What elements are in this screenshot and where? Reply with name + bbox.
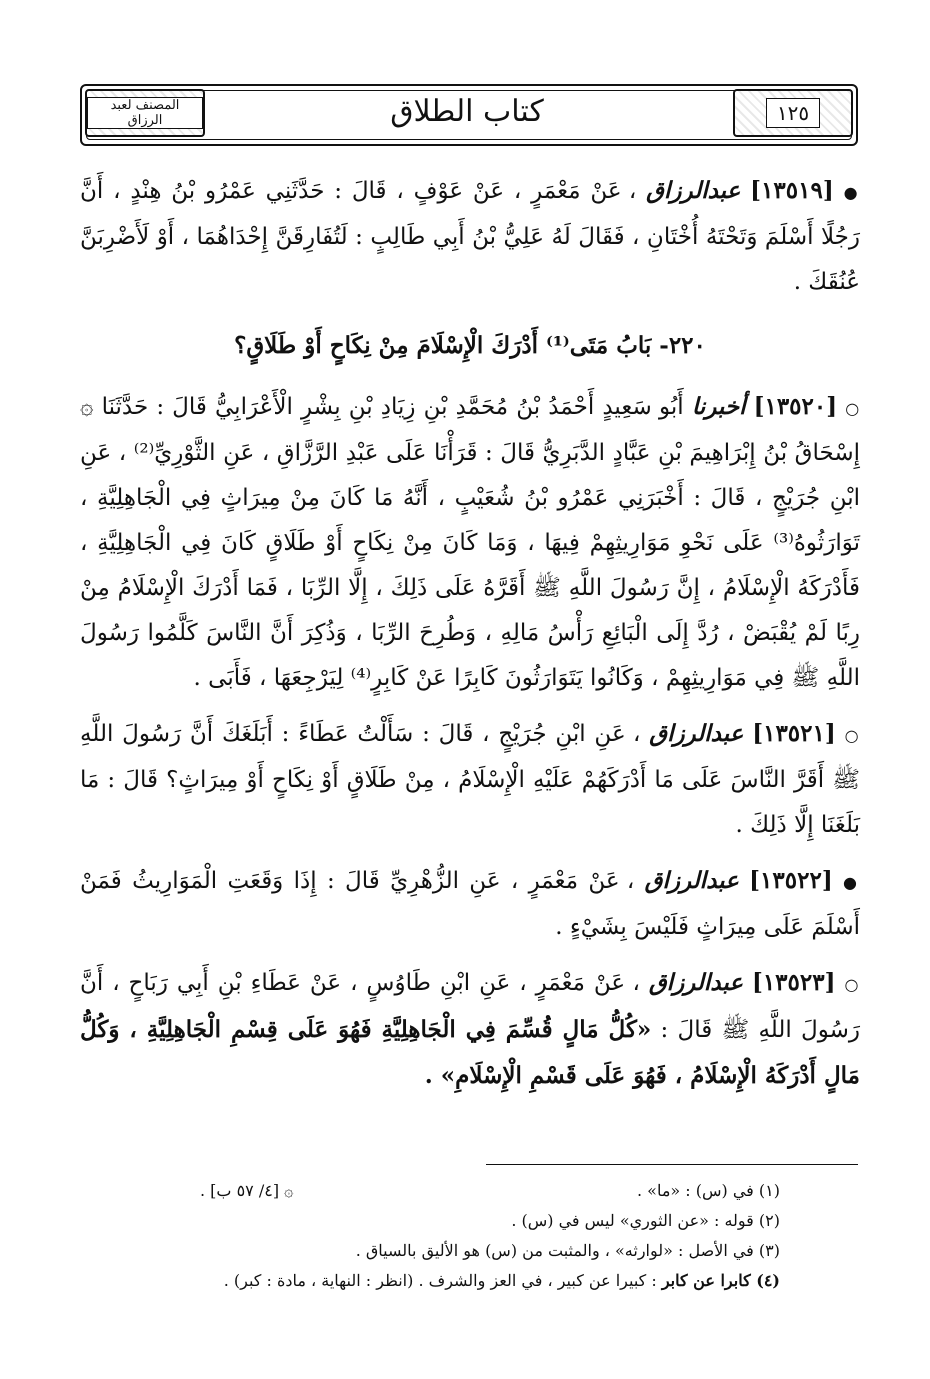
footnote-2: (٢) قوله : «عن الثوري» ليس في (س) . (511, 1211, 780, 1230)
footnote-4-term: (٤) كابرا عن كابر (661, 1271, 780, 1290)
page-number-ornament (733, 89, 853, 137)
narrator: عبدالرزاق (644, 867, 739, 894)
narrator: عبدالرزاق (649, 720, 744, 747)
hadith-number: [١٣٥٢١] (752, 720, 836, 747)
hadith-text: ، عَنِ ابْنِ جُرَيْجٍ ، قَالَ : سَأَلْتُ عَطَاءً : أَبَلَغَكَ أَنَّ رَسُولَ اللَّهِ ﷺ أَقَرَّ النَّاسَ عَلَى مَا أَدْرَكَهُمْ عَلَيْهِ الْإِسْلَامُ ، مِنْ طَلَاقٍ أَوْ نِكَاحٍ أَوْ مِيرَاثٍ؟ قَالَ : مَا بَلَغَنَا إِلَّا ذَلِكَ . (80, 721, 860, 838)
hadith-13519 (80, 168, 860, 305)
footnote-1: (١) في (س) : «ما» . (636, 1181, 780, 1200)
narrator: عبدالرزاق (646, 177, 741, 204)
page-body (80, 168, 860, 1109)
hadith-text: ، عَنْ مَعْمَرٍ ، عَنِ الزُّهْرِيِّ قَالَ : إِذَا وَقَعَتِ الْمَوَارِيثُ فَمَنْ أَسْلَمَ عَلَى مِيرَاثٍ فَلَيْسَ بِشَيْءٍ . (80, 868, 860, 940)
logo-ornament (85, 89, 205, 137)
hadith-number: [١٣٥١٩] (750, 177, 834, 204)
narrator: أخبرنا (691, 393, 746, 420)
manuscript-folio-note: ۞ [٤/ ٥٧ ب] . (200, 1181, 294, 1200)
hadith-text: ، عَنْ مَعْمَرٍ ، عَنْ عَوْفٍ ، قَالَ : حَدَّثَنِي عَمْرُو بْنُ هِنْدٍ ، أَنَّ رَجُلًا أَسْلَمَ وَتَحْتَهُ أُخْتَانِ ، فَقَالَ لَهُ عَلِيُّ بْنُ أَبِي طَالِبٍ : لَتُفَارِقَنَّ إِحْدَاهُمَا ، أَوْ لَأَضْرِبَنَّ عُنُقَكَ . (80, 178, 860, 295)
book-logo: المصنف لعبد الرزاق (87, 97, 203, 129)
footnote-row-1 (80, 1176, 780, 1206)
hadith-number: [١٣٥٢٣] (751, 969, 836, 996)
page-number: ١٢٥ (766, 98, 820, 128)
hadith-13523 (80, 960, 860, 1099)
page-header (80, 84, 858, 146)
hadith-number: [١٣٥٢٢] (749, 867, 833, 894)
footnote-4 (80, 1266, 780, 1296)
hadith-text: ، عَنْ مَعْمَرٍ ، عَنِ ابْنِ طَاوُسٍ ، عَنْ عَطَاءِ بْنِ أَبِي رَبَاحٍ ، أَنَّ رَسُولَ اللَّهِ ﷺ قَالَ : (80, 970, 860, 1043)
bullet-hollow-icon: ○ (845, 399, 861, 418)
hadith-13521 (80, 711, 860, 848)
prophetic-quote: «كُلُّ مَالٍ قُسِّمَ فِي الْجَاهِلِيَّةِ فَهُوَ عَلَى قِسْمِ الْجَاهِلِيَّةِ ، وَكُلُّ مَالٍ أَدْرَكَهُ الْإِسْلَامُ ، فَهُوَ عَلَى قَسْمِ الْإِسْلَامِ» . (80, 1016, 860, 1089)
bullet-hollow-icon: ○ (844, 726, 861, 745)
footnotes (80, 1176, 780, 1296)
footnote-divider (486, 1164, 858, 1165)
hadith-13520 (80, 384, 860, 701)
hadith-13522 (80, 858, 860, 950)
footnote-4-text: : كبيرا عن كبير ، في العز والشرف . (انظر : النهاية ، مادة : كبر) . (223, 1271, 657, 1290)
book-title: كتاب الطلاق (390, 94, 544, 129)
bullet-hollow-icon: ○ (844, 975, 861, 994)
bullet-filled-icon: ● (843, 183, 861, 202)
chapter-heading: ٢٢٠- بَابُ مَتَى⁽¹⁾ أَدْرَكَ الْإِسْلَامَ مِنْ نِكَاحٍ أَوْ طَلَاقٍ؟ (234, 332, 706, 359)
bullet-filled-icon: ● (843, 873, 861, 892)
hadith-text: أَبُو سَعِيدٍ أَحْمَدُ بْنُ مُحَمَّدِ بْنِ زِيَادِ بْنِ بِشْرٍ الْأَعْرَابِيُّ قَالَ : حَدَّثَنَا ۞ إِسْحَاقُ بْنُ إِبْرَاهِيمَ بْنِ عَبَّادٍ الدَّبَرِيُّ قَالَ : قَرَأْنَا عَلَى عَبْدِ الرَّزَّاقِ ، عَنِ الثَّوْرِيِّ⁽²⁾ ، عَنِ ابْنِ جُرَيْجٍ ، قَالَ : أَخْبَرَنِي عَمْرُو بْنُ شُعَيْبٍ ، أَنَّهُ مَا كَانَ مِنْ مِيرَاثٍ فِي الْجَاهِلِيَّةِ ، تَوَارَثُوهُ⁽³⁾ عَلَى نَحْوِ مَوَارِيثِهِمْ فِيهَا ، وَمَا كَانَ مِنْ نِكَاحٍ أَوْ طَلَاقٍ كَانَ فِي الْجَاهِلِيَّةِ ، فَأَدْرَكَهُ الْإِسْلَامُ ، إِنَّ رَسُولَ اللَّهِ ﷺ أَقَرَّهُ عَلَى ذَلِكَ ، إِلَّا الرِّبَا ، فَمَا أَدْرَكَ الْإِسْلَامُ مِنْ رِبًا لَمْ يُقْبَضْ ، رُدَّ إِلَى الْبَائِعِ رَأْسُ مَالِهِ ، وَطُرِحَ الرِّبَا ، وَذُكِرَ أَنَّ النَّاسَ كَلَّمُوا رَسُولَ اللَّهِ ﷺ فِي مَوَارِيثِهِمْ ، وَكَانُوا يَتَوَارَثُونَ كَابِرًا عَنْ كَابِرٍ⁽⁴⁾ لِيَرْجِعَهَا ، فَأَبَى . (80, 394, 860, 691)
footnote-3: (٣) في الأصل : «لوارثه» ، والمثبت من (س) هو الأليق بالسياق . (355, 1241, 780, 1260)
narrator: عبدالرزاق (648, 969, 743, 996)
hadith-number: [١٣٥٢٠] (753, 393, 838, 420)
